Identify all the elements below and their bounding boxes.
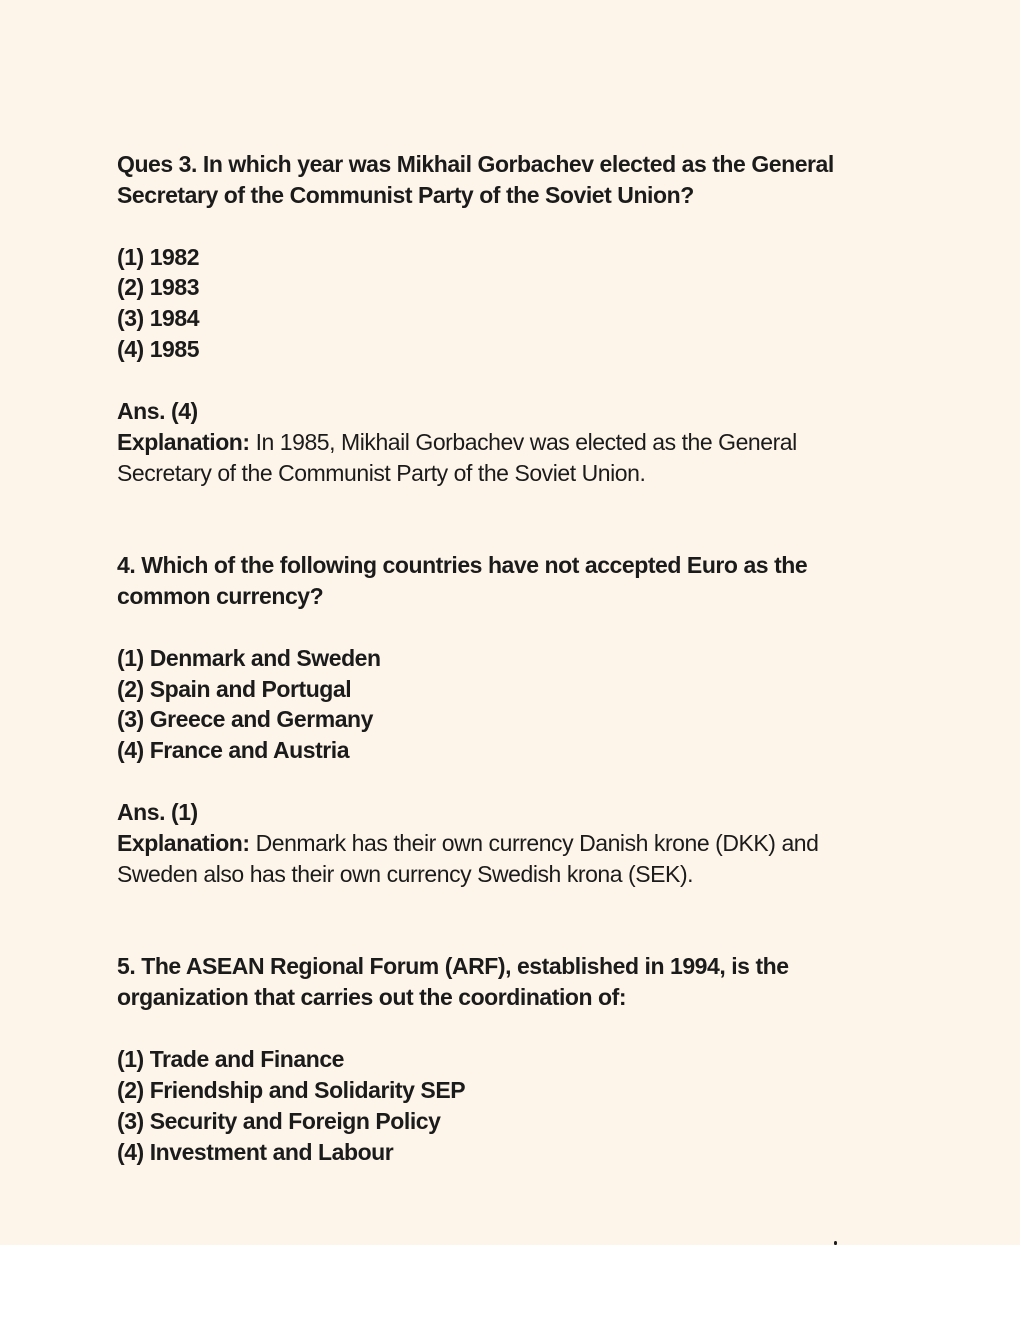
option: (3) Greece and Germany [117,706,373,733]
option: (1) Trade and Finance [117,1045,344,1072]
question-block-5 [117,951,917,1167]
question-text-line: 5. The ASEAN Regional Forum (ARF), established in 1994, is the [117,953,789,980]
explanation-line: Secretary of the Communist Party of the Soviet Union. [117,459,646,486]
answer-line: Ans. (1) [117,799,198,826]
question-text-line: Ques 3. In which year was Mikhail Gorbachev elected as the General [117,151,834,177]
question-block-3 [117,149,917,488]
explanation-line [117,427,917,458]
answer-section [117,396,917,489]
option: (2) Friendship and Solidarity SEP [117,1076,466,1103]
explanation-line [117,828,917,859]
question-block-4 [117,550,917,889]
option: (1) 1982 [117,243,200,270]
question-text-line: common currency? [117,583,324,610]
answer-line: Ans. (4) [117,397,198,424]
explanation-line: Sweden also has their own currency Swedish krona (SEK). [117,860,694,887]
option: (4) 1985 [117,336,200,363]
options-list [117,1044,917,1167]
option: (2) 1983 [117,274,200,301]
option: (1) Denmark and Sweden [117,644,381,671]
explanation-text: In 1985, Mikhail Gorbachev was elected as the General [249,428,797,455]
explanation-label: Explanation: [117,428,250,455]
stray-period-dot [834,1241,837,1245]
option: (2) Spain and Portugal [117,675,352,702]
question-text-line: Secretary of the Communist Party of the Soviet Union? [117,181,694,208]
question-text-line: organization that carries out the coordination of: [117,984,627,1011]
option: (4) France and Austria [117,737,350,764]
option: (3) 1984 [117,305,200,332]
question-text-line: 4. Which of the following countries have not accepted Euro as the [117,552,808,579]
explanation-text: Denmark has their own currency Danish krone (DKK) and [249,829,819,856]
option: (3) Security and Foreign Policy [117,1107,441,1134]
options-list [117,643,917,766]
explanation-label: Explanation: [117,829,250,856]
option: (4) Investment and Labour [117,1138,394,1165]
options-list [117,242,917,365]
answer-section [117,797,917,890]
document-content [117,149,917,1167]
